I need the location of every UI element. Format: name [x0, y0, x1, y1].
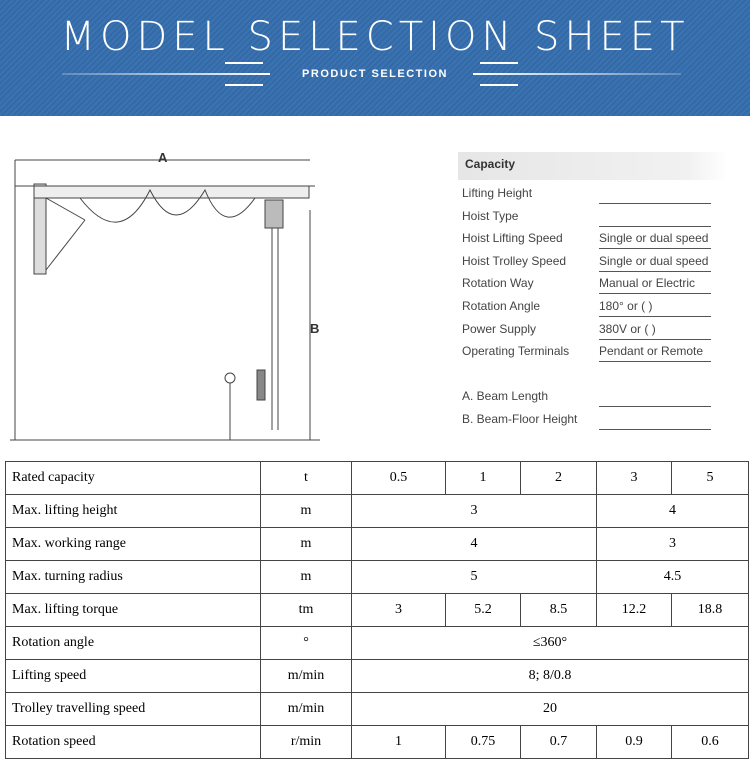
spec-value: 3: [597, 528, 749, 561]
field-value[interactable]: [599, 209, 711, 227]
spec-name: Max. lifting torque: [6, 594, 261, 627]
spec-value: 4: [352, 528, 597, 561]
field-label: Operating Terminals: [462, 344, 570, 359]
form-row: [462, 231, 712, 245]
spec-name: Max. lifting height: [6, 495, 261, 528]
spec-value: 8.5: [521, 594, 597, 627]
field-value[interactable]: Manual or Electric: [599, 276, 711, 294]
page-subtitle: PRODUCT SELECTION: [302, 68, 448, 80]
field-label: Hoist Lifting Speed: [462, 231, 563, 246]
field-label: B. Beam-Floor Height: [462, 412, 578, 426]
spec-value: 18.8: [672, 594, 749, 627]
spec-unit: m: [261, 495, 352, 528]
table-row: [6, 495, 749, 528]
field-value[interactable]: Single or dual speed: [599, 231, 711, 249]
spec-value: ≤360°: [352, 627, 749, 660]
spec-value: 1: [446, 462, 521, 495]
form-heading: Capacity: [458, 152, 728, 180]
field-value[interactable]: 380V or ( ): [599, 322, 711, 340]
table-row: [6, 594, 749, 627]
field-label: Power Supply: [462, 321, 537, 336]
spec-unit: m/min: [261, 693, 352, 726]
spec-value: 5: [352, 561, 597, 594]
spec-unit: tm: [261, 594, 352, 627]
form-row: [462, 186, 712, 200]
form-row: [462, 209, 712, 223]
field-value[interactable]: Single or dual speed: [599, 254, 711, 272]
table-row: [6, 627, 749, 660]
field-label: Rotation Way: [462, 276, 534, 291]
field-label: A. Beam Length: [462, 389, 549, 403]
spec-value: 20: [352, 693, 749, 726]
field-value[interactable]: 180° or ( ): [599, 299, 711, 317]
form-row: [462, 412, 712, 426]
label-a: A: [158, 150, 168, 165]
spec-name: Trolley travelling speed: [6, 693, 261, 726]
spec-name: Rated capacity: [6, 462, 261, 495]
field-label: Rotation Angle: [462, 299, 541, 313]
table-row: [6, 528, 749, 561]
form-row: [462, 254, 712, 268]
form-row: [462, 322, 712, 336]
spec-name: Rotation angle: [6, 627, 261, 660]
spec-value: 0.7: [521, 726, 597, 759]
form-row: [462, 299, 712, 313]
spec-value: 3: [352, 495, 597, 528]
table-row: [6, 726, 749, 759]
table-row: [6, 561, 749, 594]
field-value[interactable]: Pendant or Remote: [599, 344, 711, 362]
form-row: [462, 276, 712, 290]
spec-value: 12.2: [597, 594, 672, 627]
spec-unit: °: [261, 627, 352, 660]
spec-value: 0.6: [672, 726, 749, 759]
spec-unit: m: [261, 528, 352, 561]
spec-value: 2: [521, 462, 597, 495]
spec-name: Lifting speed: [6, 660, 261, 693]
field-label: Lifting Height: [462, 186, 533, 200]
jib-crane-diagram: [10, 140, 340, 450]
table-row: [6, 693, 749, 726]
spec-value: 3: [352, 594, 446, 627]
spec-unit: r/min: [261, 726, 352, 759]
field-label: Hoist Type: [462, 208, 519, 223]
header-banner: [0, 0, 750, 116]
table-row: [6, 462, 749, 495]
table-row: [6, 660, 749, 693]
field-value[interactable]: [599, 186, 711, 204]
spec-unit: m: [261, 561, 352, 594]
spec-value: 1: [352, 726, 446, 759]
form-row: [462, 344, 712, 358]
page-title: MODEL SELECTION SHEET: [60, 14, 690, 60]
spec-name: Max. turning radius: [6, 561, 261, 594]
spec-unit: m/min: [261, 660, 352, 693]
field-value[interactable]: [599, 412, 711, 430]
field-label: Hoist Trolley Speed: [462, 253, 567, 268]
spec-value: 5.2: [446, 594, 521, 627]
spec-value: 0.5: [352, 462, 446, 495]
form-row: [462, 389, 712, 403]
spec-value: 3: [597, 462, 672, 495]
spec-value: 4: [597, 495, 749, 528]
spec-name: Rotation speed: [6, 726, 261, 759]
spec-table: [5, 461, 749, 759]
spec-value: 0.75: [446, 726, 521, 759]
spec-name: Max. working range: [6, 528, 261, 561]
spec-unit: t: [261, 462, 352, 495]
spec-value: 4.5: [597, 561, 749, 594]
spec-value: 0.9: [597, 726, 672, 759]
field-value[interactable]: [599, 389, 711, 407]
spec-value: 5: [672, 462, 749, 495]
label-b: B: [310, 321, 320, 336]
spec-value: 8; 8/0.8: [352, 660, 749, 693]
